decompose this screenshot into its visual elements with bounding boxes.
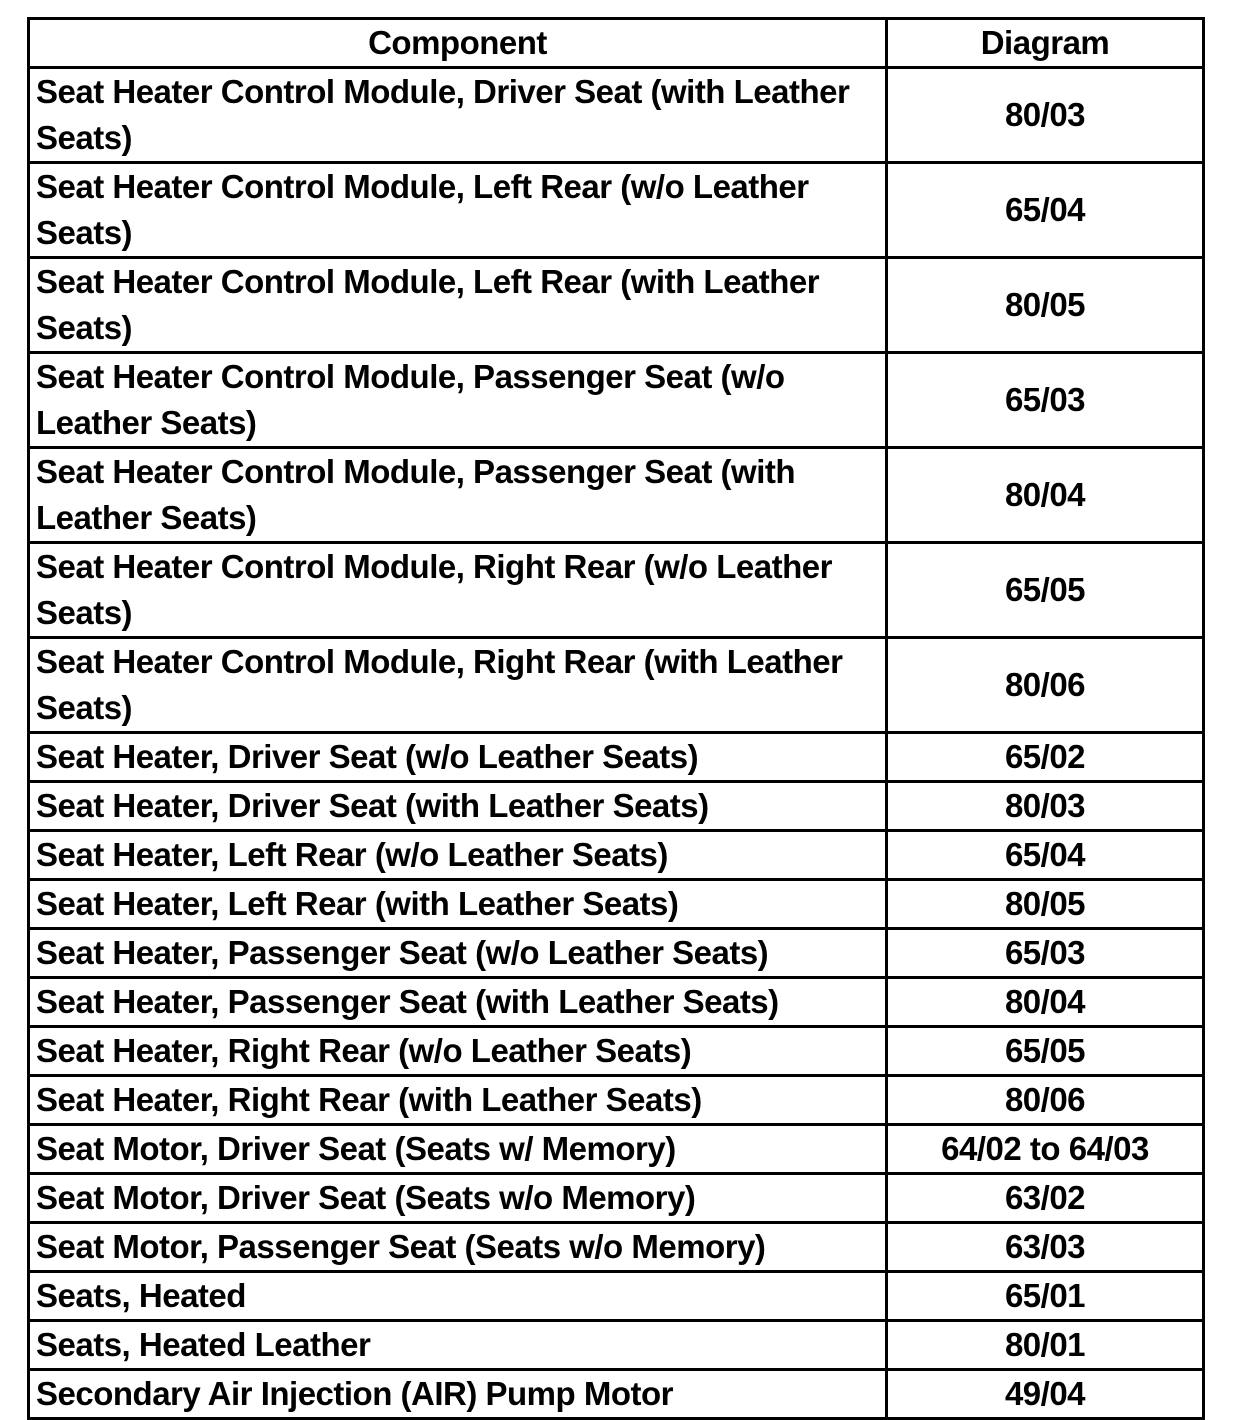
diagram-cell: 65/04 [887,163,1204,258]
component-cell: Seat Heater, Passenger Seat (w/o Leather Seats) [29,929,887,978]
component-cell: Seats, Heated Leather [29,1321,887,1370]
diagram-cell: 80/03 [887,68,1204,163]
table-row [29,1223,1204,1272]
diagram-cell: 65/05 [887,1027,1204,1076]
component-cell: Seat Heater Control Module, Passenger Seat (with Leather Seats) [29,448,887,543]
table-row [29,258,1204,353]
component-cell: Seat Heater, Driver Seat (with Leather Seats) [29,782,887,831]
table-row [29,353,1204,448]
table-row [29,448,1204,543]
table-row [29,68,1204,163]
diagram-cell: 65/04 [887,831,1204,880]
table-row [29,880,1204,929]
column-header-component: Component [29,19,887,68]
component-cell: Seat Heater Control Module, Passenger Seat (w/o Leather Seats) [29,353,887,448]
diagram-cell: 49/04 [887,1370,1204,1419]
column-header-diagram: Diagram [887,19,1204,68]
table-row [29,782,1204,831]
table-row [29,1076,1204,1125]
component-cell: Seat Motor, Driver Seat (Seats w/ Memory) [29,1125,887,1174]
component-cell: Seat Motor, Driver Seat (Seats w/o Memory) [29,1174,887,1223]
component-cell: Secondary Air Injection (AIR) Pump Motor [29,1370,887,1419]
diagram-cell: 80/04 [887,978,1204,1027]
component-diagram-table [27,17,1205,1420]
diagram-cell: 80/06 [887,638,1204,733]
table-row [29,1027,1204,1076]
component-cell: Seat Heater, Right Rear (w/o Leather Seats) [29,1027,887,1076]
diagram-cell: 63/03 [887,1223,1204,1272]
diagram-cell: 65/02 [887,733,1204,782]
diagram-cell: 80/04 [887,448,1204,543]
table-row [29,733,1204,782]
diagram-cell: 80/03 [887,782,1204,831]
component-cell: Seat Heater Control Module, Left Rear (w/o Leather Seats) [29,163,887,258]
component-cell: Seat Heater Control Module, Right Rear (with Leather Seats) [29,638,887,733]
diagram-cell: 80/01 [887,1321,1204,1370]
table-row [29,1174,1204,1223]
diagram-cell: 64/02 to 64/03 [887,1125,1204,1174]
component-cell: Seat Heater, Left Rear (w/o Leather Seats) [29,831,887,880]
table-row [29,163,1204,258]
table-row [29,831,1204,880]
table-row [29,1272,1204,1321]
table-row [29,1125,1204,1174]
component-cell: Seat Heater, Left Rear (with Leather Seats) [29,880,887,929]
table-row [29,929,1204,978]
component-cell: Seat Heater, Right Rear (with Leather Seats) [29,1076,887,1125]
diagram-cell: 80/05 [887,880,1204,929]
table-row [29,543,1204,638]
component-cell: Seat Motor, Passenger Seat (Seats w/o Memory) [29,1223,887,1272]
table-row [29,1370,1204,1419]
diagram-cell: 65/01 [887,1272,1204,1321]
table-row [29,638,1204,733]
diagram-cell: 65/03 [887,353,1204,448]
table-header-row [29,19,1204,68]
diagram-cell: 65/03 [887,929,1204,978]
component-cell: Seats, Heated [29,1272,887,1321]
component-cell: Seat Heater, Passenger Seat (with Leather Seats) [29,978,887,1027]
diagram-cell: 63/02 [887,1174,1204,1223]
table-row [29,1321,1204,1370]
component-cell: Seat Heater Control Module, Left Rear (with Leather Seats) [29,258,887,353]
component-cell: Seat Heater Control Module, Right Rear (w/o Leather Seats) [29,543,887,638]
diagram-cell: 80/05 [887,258,1204,353]
diagram-cell: 65/05 [887,543,1204,638]
table-row [29,978,1204,1027]
diagram-cell: 80/06 [887,1076,1204,1125]
component-cell: Seat Heater, Driver Seat (w/o Leather Seats) [29,733,887,782]
component-cell: Seat Heater Control Module, Driver Seat (with Leather Seats) [29,68,887,163]
